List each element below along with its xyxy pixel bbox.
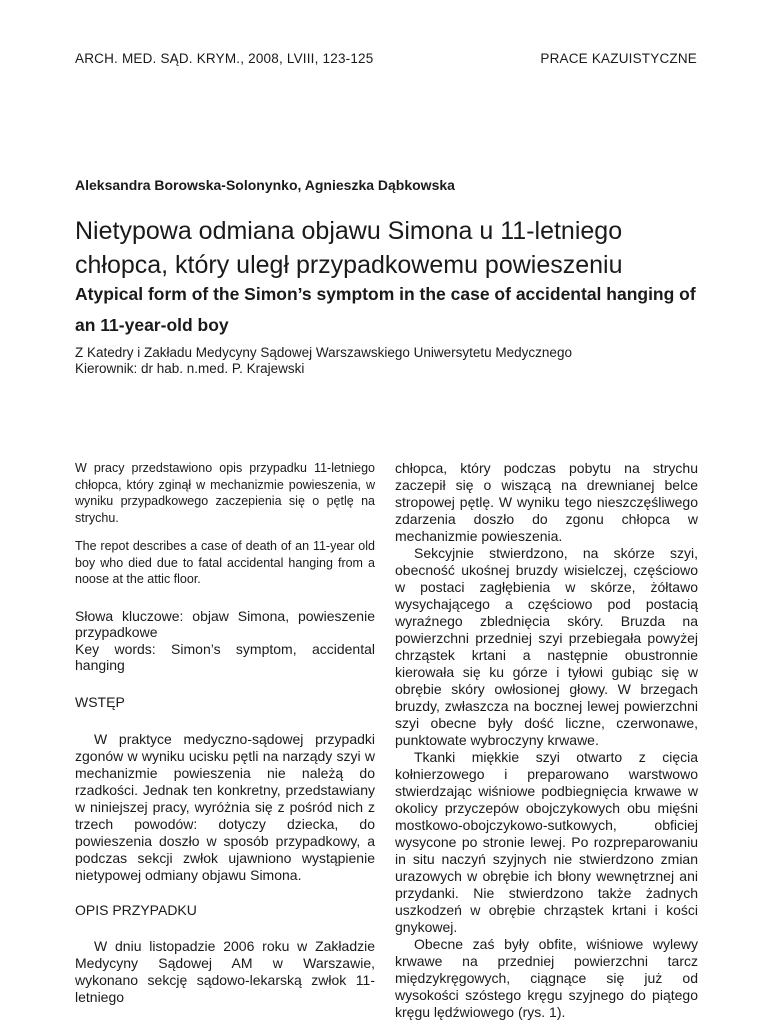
article-title-english: Atypical form of the Simon’s symptom in the case of accidental hanging of an 11-year-old boy: [75, 284, 696, 335]
affiliation-block: [75, 345, 572, 377]
case-paragraph-continued: chłopca, który podczas pobytu na strychu zaczepił się o wiszącą na drewnianej belce stropowej pętlę. W wyniku tego nieszczęśliwego zdarzenia doszło do zgonu chłopca w mechanizmie powieszenia.: [395, 460, 698, 544]
keywords-block: [75, 608, 375, 674]
autopsy-spine-paragraph: Obecne zaś były obfite, wiśniowe wylewy krwawe na przedniej powierzchni tarcz międzykręgowych, ciągnące się już od wysokości szóstego kręgu szyjnego do piątego kręgu lędźwiowego (rys. 1).: [395, 936, 698, 1020]
keywords-polish: Słowa kluczowe: objaw Simona, powieszenie przypadkowe: [75, 607, 375, 640]
affiliation: Z Katedry i Zakładu Medycyny Sądowej Warszawskiego Uniwersytetu Medycznego: [75, 345, 572, 360]
journal-citation: ARCH. MED. SĄD. KRYM., 2008, LVIII, 123-125: [75, 51, 374, 66]
article-title-polish: Nietypowa odmiana objawu Simona u 11-letniego chłopca, który uległ przypadkowemu powieszeniu: [75, 217, 623, 279]
keywords-english: Key words: Simon’s symptom, accidental hanging: [75, 640, 375, 673]
case-paragraph: W dniu listopadzie 2006 roku w Zakładzie Medycyny Sądowej AM w Warszawie, wykonano sekcję sądowo-lekarską zwłok 11-letniego: [75, 937, 375, 1005]
article-authors: Aleksandra Borowska-Solonynko, Agnieszka Dąbkowska: [75, 177, 455, 193]
autopsy-soft-tissue-paragraph: Tkanki miękkie szyi otwarto z cięcia kołnierzowego i preparowano warstwowo stwierdzając wiśniowe podbiegnięcia krwawe w okolicy przyczepów obojczykowych obu mięśni mostkowo-obojczykowo-sutkowych, obficiej wysycone po stronie lewej. Po rozpreparowaniu in situ naczyń szyjnych nie stwierdzono zmian urazowych w obrębie ich błony wewnętrznej ani przydanki. Nie stwierdzono także żadnych uszkodzeń w obrębie chrząstek krtani i kości gnykowej.: [395, 749, 698, 935]
abstract-polish: W pracy przedstawiono opis przypadku 11-letniego chłopca, który zginął w mechanizmie powieszenia, w wyniku przypadkowego zaczepienia się o pętlę na strychu.: [75, 461, 375, 525]
right-column: [395, 460, 698, 1021]
department-head: Kierownik: dr hab. n.med. P. Krajewski: [75, 361, 305, 376]
intro-paragraph: W praktyce medyczno-sądowej przypadki zgonów w wyniku ucisku pętli na narządy szyi w mechanizmie powieszenia nie należą do rzadkości. Jednak ten konkretny, przedstawiany w niniejszej pracy, wyróżnia się z pośród nich z trzech powodów: dotyczy dziecka, do powieszenia doszło w sposób przypadkowy, a podczas sekcji zwłok ujawniono wystąpienie nietypowej odmiany objawu Simona.: [75, 730, 375, 883]
section-heading-intro: WSTĘP: [75, 693, 125, 710]
abstract-english: The repot describes a case of death of an 11-year old boy who died due to fatal accidental hanging from a noose at the attic floor.: [75, 539, 375, 586]
autopsy-neck-skin-paragraph: Sekcyjnie stwierdzono, na skórze szyi, obecność ukośnej bruzdy wisielczej, częściowo w postaci zagłębienia w skórze, żółtawo wysychającego a częściowo pod postacią wyraźnego zblednięcia skóry. Bruzda na powierzchni przedniej szyi przebiegała powyżej chrząstek krtani a następnie obustronnie kierowała się ku górze i tyłowi gubiąc się w obrębie skóry owłosionej głowy. W brzegach bruzdy, zwłaszcza na bocznej lewej powierzchni szyi obecne były dość liczne, czerwonawe, punktowate wybroczyny krwawe.: [395, 545, 698, 748]
section-heading-case: OPIS PRZYPADKU: [75, 901, 197, 918]
journal-section: PRACE KAZUISTYCZNE: [540, 51, 697, 66]
left-column: [75, 460, 375, 1006]
